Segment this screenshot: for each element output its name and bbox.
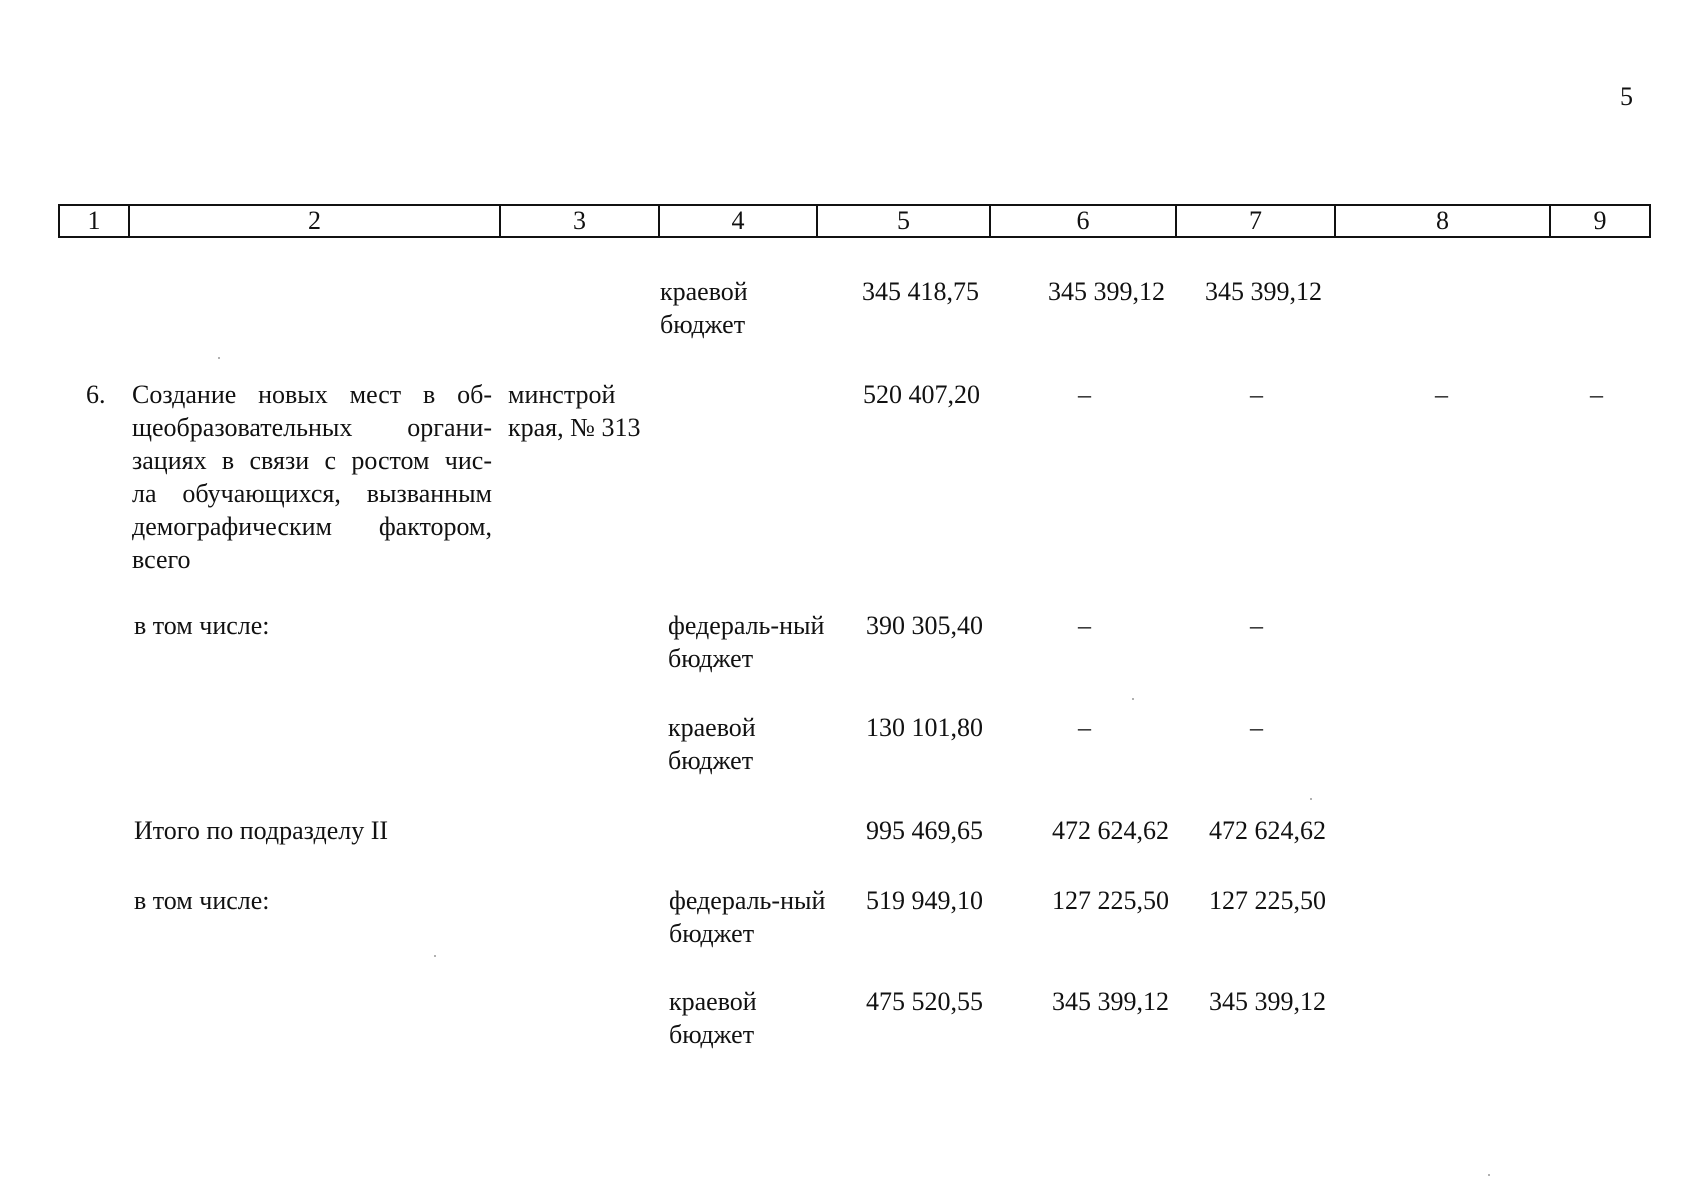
page-number: 5 [1620, 82, 1633, 111]
row0-col7-value: 345 399,12 [1205, 277, 1322, 306]
row5-col5-value: 519 949,10 [866, 886, 983, 915]
column-number-header [58, 204, 1651, 238]
row2-budget-source: федераль-ный бюджет [668, 611, 825, 673]
item-name-line: демографическим фактором, [132, 512, 492, 541]
row3-col7-value: – [1250, 713, 1263, 742]
row5-col7-value: 127 225,50 [1209, 886, 1326, 915]
row4-col7-value: 472 624,62 [1209, 816, 1326, 845]
row1-executor: минстрой края, № 313 [508, 380, 641, 442]
row2-col5-value: 390 305,40 [866, 611, 983, 640]
row5-label: в том числе: [134, 886, 270, 915]
header-cell-4: 4 [659, 205, 817, 237]
row0-col6-value: 345 399,12 [1048, 277, 1165, 306]
row0-col5-value: 345 418,75 [862, 277, 979, 306]
header-cell-2: 2 [129, 205, 500, 237]
header-cell-6: 6 [990, 205, 1176, 237]
row1-col9-value: – [1590, 380, 1603, 409]
header-cell-8: 8 [1335, 205, 1550, 237]
scan-speck [218, 357, 220, 359]
scan-speck [1132, 698, 1134, 700]
row1-col8-value: – [1435, 380, 1448, 409]
row3-col5-value: 130 101,80 [866, 713, 983, 742]
header-cell-1: 1 [59, 205, 129, 237]
row4-col6-value: 472 624,62 [1052, 816, 1169, 845]
header-cell-5: 5 [817, 205, 990, 237]
row4-subtotal-label: Итого по подразделу II [134, 816, 389, 845]
row1-col7-value: – [1250, 380, 1263, 409]
row2-label: в том числе: [134, 611, 270, 640]
row0-budget-source: краевой бюджет [660, 277, 748, 339]
row5-col6-value: 127 225,50 [1052, 886, 1169, 915]
scan-speck [1488, 1174, 1490, 1176]
header-cell-7: 7 [1176, 205, 1335, 237]
item-name-line: всего [132, 545, 191, 574]
row5-budget-source: федераль-ный бюджет [669, 886, 826, 948]
header-cell-9: 9 [1550, 205, 1650, 237]
row4-col5-value: 995 469,65 [866, 816, 983, 845]
row1-col6-value: – [1078, 380, 1091, 409]
row6-col7-value: 345 399,12 [1209, 987, 1326, 1016]
item-name-line: ла обучающихся, вызванным [132, 479, 492, 508]
row3-budget-source: краевой бюджет [668, 713, 756, 775]
row6-budget-source: краевой бюджет [669, 987, 757, 1049]
item-name-line: зациях в связи с ростом чис- [132, 446, 492, 475]
header-cell-3: 3 [500, 205, 659, 237]
row1-item-number: 6. [86, 380, 106, 409]
item-name-line: щеобразовательных органи- [132, 413, 492, 442]
row2-col7-value: – [1250, 611, 1263, 640]
scan-speck [434, 955, 436, 957]
row6-col6-value: 345 399,12 [1052, 987, 1169, 1016]
scan-speck [1310, 798, 1312, 800]
item-name-line: Создание новых мест в об- [132, 380, 492, 409]
row2-col6-value: – [1078, 611, 1091, 640]
row3-col6-value: – [1078, 713, 1091, 742]
row6-col5-value: 475 520,55 [866, 987, 983, 1016]
row1-col5-value: 520 407,20 [863, 380, 980, 409]
